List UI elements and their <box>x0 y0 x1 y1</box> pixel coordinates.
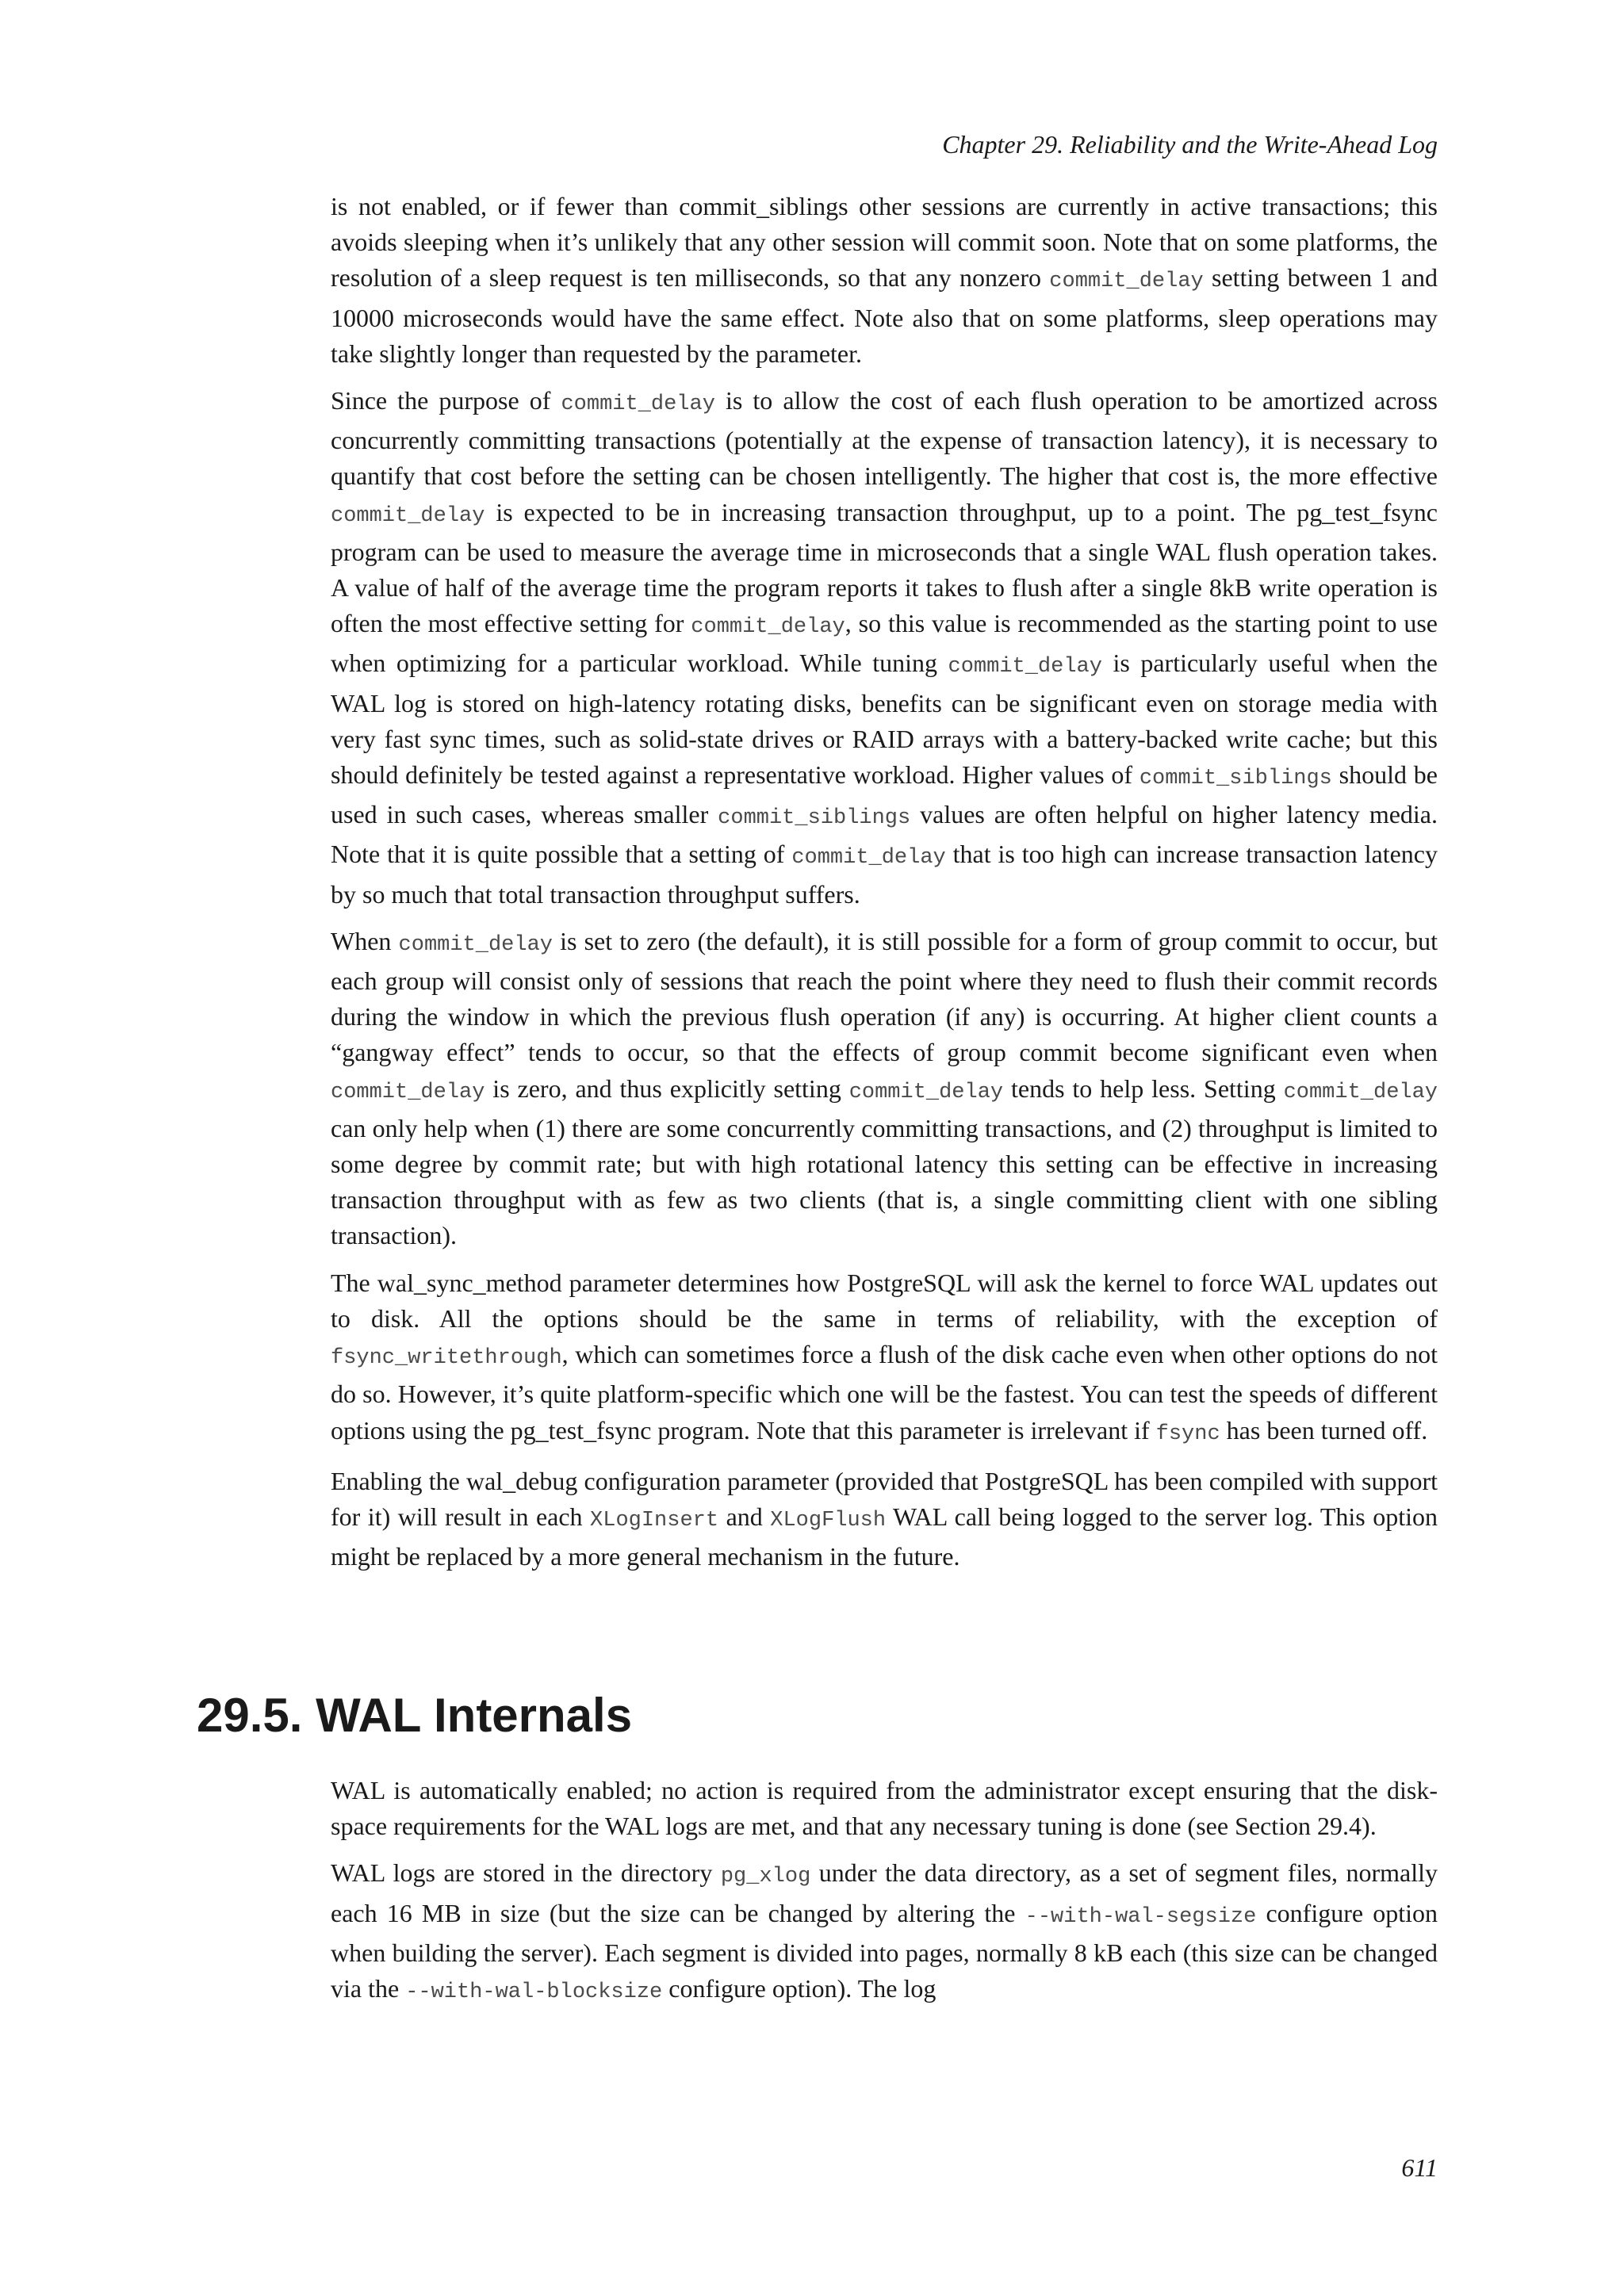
text-run: Enabling the wal_debug configuration parameter (provided that PostgreSQL has been compiled with support for it) will result in each <box>331 1466 1438 1531</box>
text-run: is zero, and thus explicitly setting <box>485 1073 849 1103</box>
paragraph <box>331 1773 1438 1844</box>
text-run: , so this value is recommended as the starting point to use when optimizing for a particular workload. While tuning <box>331 609 1438 678</box>
text-run: and <box>718 1502 771 1531</box>
inline-code: commit_delay <box>561 392 715 417</box>
text-run: tends to help less. Setting <box>1003 1073 1284 1103</box>
paragraph <box>331 1855 1438 2011</box>
text-run: configure option when building the server). Each segment is divided into pages, normally 8 kB each (this size can be changed via the <box>331 1898 1438 2003</box>
text-run: under the data directory, as a set of segment files, normally each 16 MB in size (but the size can be changed by altering the <box>331 1858 1438 1927</box>
paragraph <box>331 924 1438 1254</box>
text-run: setting between 1 and 10000 microseconds would have the same effect. Note also that on some platforms, sleep operations may take slightly longer than requested by the parameter. <box>331 263 1438 368</box>
body-text-bottom <box>331 1773 1438 2022</box>
text-run: WAL is automatically enabled; no action is required from the administrator except ensuring that the disk-space requirements for the WAL logs are met, and that any necessary tuning is done (see Section 29.4). <box>331 1776 1438 1841</box>
inline-code: --with-wal-segsize <box>1025 1904 1257 1929</box>
inline-code: commit_delay <box>948 655 1102 679</box>
inline-code: --with-wal-blocksize <box>405 1980 663 2005</box>
inline-code: commit_delay <box>398 932 553 957</box>
inline-code: fsync <box>1155 1422 1220 1446</box>
text-run: is particularly useful when the WAL log is stored on high-latency rotating disks, benefits can be significant even on storage media with very fast sync times, such as solid-state drives or RAID arrays with a battery-backed write cache; but this should definitely be tested against a representative workload. Higher values of <box>331 649 1438 790</box>
paragraph <box>331 189 1438 372</box>
text-run: is not enabled, or if fewer than commit_siblings other sessions are currently in active transactions; this avoids sleeping when it’s unlikely that any other session will commit soon. Note that on some platforms, the resolution of a sleep request is ten milliseconds, so that any nonzero <box>331 192 1438 293</box>
text-run: Since the purpose of <box>331 386 561 415</box>
text-run: is expected to be in increasing transaction throughput, up to a point. The pg_test_fsync program can be used to measure the average time in microseconds that a single WAL flush operation takes. A value of half of the average time the program reports it takes to flush after a single 8kB write operation is often the most effective setting for <box>331 497 1438 638</box>
paragraph <box>331 1265 1438 1452</box>
inline-code: fsync_writethrough <box>331 1346 562 1371</box>
text-run: The wal_sync_method parameter determines how PostgreSQL will ask the kernel to force WAL updates out to disk. All the options should be the same in terms of reliability, with the exception of <box>331 1268 1438 1333</box>
section-heading: 29.5. WAL Internals <box>197 1689 633 1742</box>
inline-code: pg_xlog <box>720 1865 811 1889</box>
inline-code: commit_delay <box>1049 270 1204 294</box>
inline-code: commit_siblings <box>718 806 911 831</box>
text-run: is to allow the cost of each flush operation to be amortized across concurrently committing transactions (potentially at the expense of transaction latency), it is necessary to quantify that cost before the setting can be chosen intelligently. The higher that cost is, the more effective <box>331 386 1438 491</box>
inline-code: commit_delay <box>791 846 946 871</box>
inline-code: commit_delay <box>331 503 485 528</box>
page-number: 611 <box>1401 2153 1438 2182</box>
text-run: When <box>331 926 399 955</box>
inline-code: XLogFlush <box>770 1508 887 1533</box>
inline-code: XLogInsert <box>590 1508 719 1533</box>
text-run: WAL logs are stored in the directory <box>331 1858 721 1888</box>
inline-code: commit_delay <box>331 1080 485 1104</box>
paragraph <box>331 1464 1438 1575</box>
text-run: WAL call being logged to the server log. This option might be replaced by a more general mechanism in the future. <box>331 1502 1438 1571</box>
inline-code: commit_siblings <box>1139 767 1332 791</box>
text-run: is set to zero (the default), it is still possible for a form of group commit to occur, but each group will consist only of sessions that reach the point where they need to flush their commit records during the window in which the previous flush operation (if any) is occurring. At higher client counts a “gangway effect” tends to occur, so that the effects of group commit become significant even when <box>331 926 1438 1067</box>
text-run: should be used in such cases, whereas smaller <box>331 760 1438 829</box>
text-run: can only help when (1) there are some concurrently committing transactions, and (2) throughput is limited to some degree by commit rate; but with high rotational latency this setting can be effective in increasing transaction throughput with as few as two clients (that is, a single committing client with one sibling transaction). <box>331 1113 1438 1250</box>
inline-code: commit_delay <box>848 1080 1004 1104</box>
text-run: values are often helpful on higher latency media. Note that it is quite possible that a setting of <box>331 800 1438 869</box>
running-header: Chapter 29. Reliability and the Write-Ahead Log <box>942 130 1438 159</box>
text-run: has been turned off. <box>1220 1415 1428 1445</box>
paragraph <box>331 383 1438 913</box>
inline-code: commit_delay <box>1283 1080 1438 1104</box>
text-run: configure option). The log <box>662 1974 936 2003</box>
text-run: , which can sometimes force a flush of the disk cache even when other options do not do so. However, it’s quite platform-specific which one will be the fastest. You can test the speeds of different options using the pg_test_fsync program. Note that this parameter is irrelevant if <box>331 1340 1438 1445</box>
body-text-top <box>331 189 1438 1586</box>
text-run: that is too high can increase transaction latency by so much that total transaction throughput suffers. <box>331 840 1438 909</box>
inline-code: commit_delay <box>691 615 845 640</box>
